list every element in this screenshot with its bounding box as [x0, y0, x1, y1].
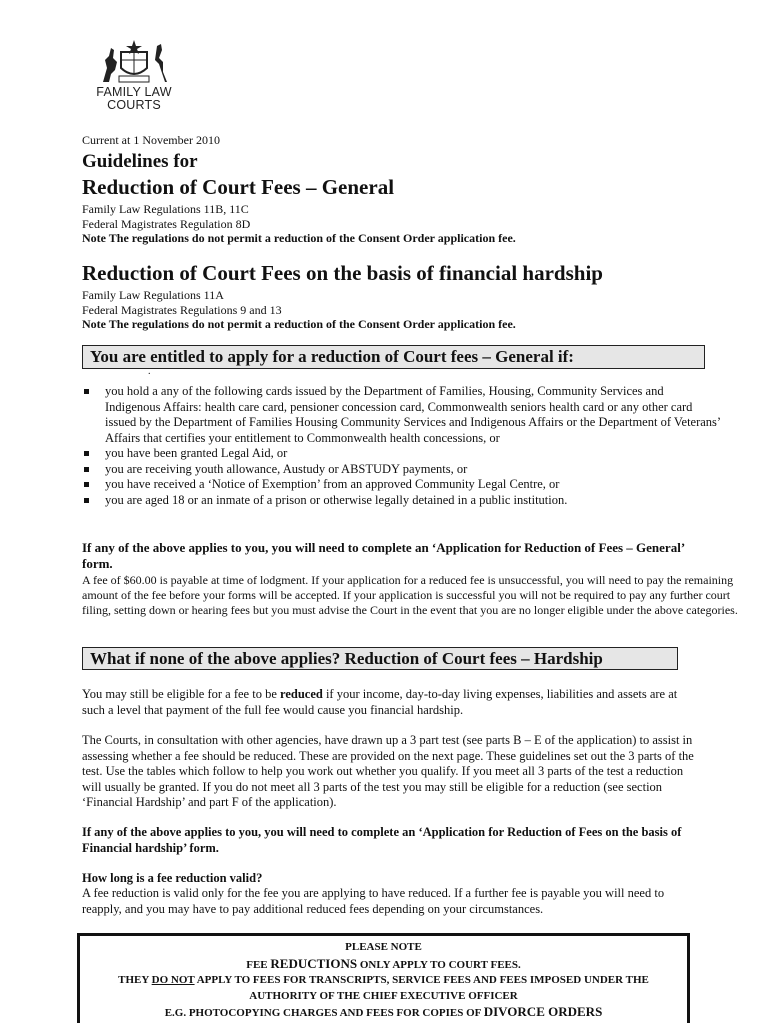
current-date: Current at 1 November 2010 — [82, 133, 220, 147]
regulation-note: Note The regulations do not permit a reduction of the Consent Order application fee. — [82, 317, 516, 331]
regulation-line: Federal Magistrates Regulations 9 and 13 — [82, 302, 282, 317]
regulations-general — [82, 202, 516, 246]
bullet-icon — [84, 451, 89, 456]
eligibility-list — [82, 384, 722, 508]
fee-paragraph: A fee of $60.00 is payable at time of lodgment. If your application for a reduced fee is unsuccessful, you will need to pay the remaining amount of the fee before your forms will be accepted. If your application is successful you will not be required to pay any further court filing, setting down or hearing fees but you must advise the Court in the event that you are no longer eligible under the above categories. — [82, 573, 738, 617]
list-item: you hold a any of the following cards issued by the Department of Families, Housing, Community Services and Indigenous Affairs: health care card, pensioner concession card, Commonwealth seniors health card or any other card issued by the Department of Families Housing Community Services and Indigenous Affairs or the Department of Veterans’ Affairs that certifies your entitlement to Commonwealth health concessions, or — [82, 384, 722, 446]
hardship-heading: Reduction of Court Fees on the basis of financial hardship — [82, 261, 603, 285]
section-heading-hardship: What if none of the above applies? Reduction of Court fees – Hardship — [82, 647, 678, 670]
stray-dot: . — [148, 366, 151, 377]
note-line: THEY DO NOT APPLY TO FEES FOR TRANSCRIPTS, SERVICE FEES AND FEES IMPOSED UNDER THE — [118, 974, 649, 986]
note-line: E.G. PHOTOCOPYING CHARGES AND FEES FOR COPIES OF DIVORCE ORDERS — [164, 1004, 603, 1019]
list-item: you are receiving youth allowance, Austudy or ABSTUDY payments, or — [82, 462, 722, 478]
bullet-icon — [84, 467, 89, 472]
bullet-icon — [84, 498, 89, 503]
bullet-icon — [84, 389, 89, 394]
regulation-note: Note The regulations do not permit a reduction of the Consent Order application fee. — [82, 231, 516, 245]
three-part-test-paragraph: The Courts, in consultation with other agencies, have drawn up a 3 part test (see parts B – E of the application) to assist in assessing whether a fee should be reduced. These are provided on the next page. These guidelines set out the 3 parts of the test. Use the tables which follow to help you work out whether you qualify. If you meet all 3 parts of the test a reduction will usually be granted. If you do not meet all 3 parts of the test you may still be eligible for a reduction (see section ‘Financial Hardship’ and part F of the application). — [82, 733, 694, 809]
section-heading-general: You are entitled to apply for a reduction of Court fees – General if: — [82, 345, 705, 369]
family-law-courts-logo — [88, 38, 180, 112]
list-item: you have received a ‘Notice of Exemption’ from an approved Community Legal Centre, or — [82, 477, 722, 493]
regulation-line: Family Law Regulations 11B, 11C — [82, 202, 249, 216]
note-title: PLEASE NOTE — [345, 941, 422, 953]
regulations-hardship — [82, 288, 516, 332]
page-title: Reduction of Court Fees – General — [82, 175, 395, 199]
coat-of-arms-icon — [95, 38, 173, 84]
apply-hardship-instruction: If any of the above applies to you, you will need to complete an ‘Application for Reduction of Fees on the basis of Financial hardship’ form. — [82, 825, 682, 855]
note-line: FEE REDUCTIONS ONLY APPLY TO COURT FEES. — [246, 955, 521, 971]
note-line: AUTHORITY OF THE CHIEF EXECUTIVE OFFICER — [249, 989, 518, 1002]
guidelines-heading: Guidelines for — [82, 151, 198, 172]
list-item: you have been granted Legal Aid, or — [82, 446, 722, 462]
regulation-line: Federal Magistrates Regulation 8D — [82, 216, 251, 231]
validity-question: How long is a fee reduction valid? — [82, 871, 263, 885]
logo-label: FAMILY LAW COURTS — [96, 85, 172, 112]
please-note-box — [77, 933, 690, 1023]
apply-general-instruction: If any of the above applies to you, you will need to complete an ‘Application for Reduction of Fees – General’ form. — [82, 540, 685, 571]
regulation-line: Family Law Regulations 11A — [82, 288, 224, 302]
list-item: you are aged 18 or an inmate of a prison or otherwise legally detained in a public institution. — [82, 493, 722, 509]
validity-answer: A fee reduction is valid only for the fee you are applying to have reduced. If a further fee is payable you will need to reapply, and you may have to pay additional reduced fees depending on your circumstances. — [82, 886, 665, 916]
bullet-icon — [84, 482, 89, 487]
hardship-intro-paragraph: You may still be eligible for a fee to be reduced if your income, day-to-day living expenses, liabilities and assets are at such a level that payment of the full fee would cause you financial hardship. — [82, 687, 678, 717]
